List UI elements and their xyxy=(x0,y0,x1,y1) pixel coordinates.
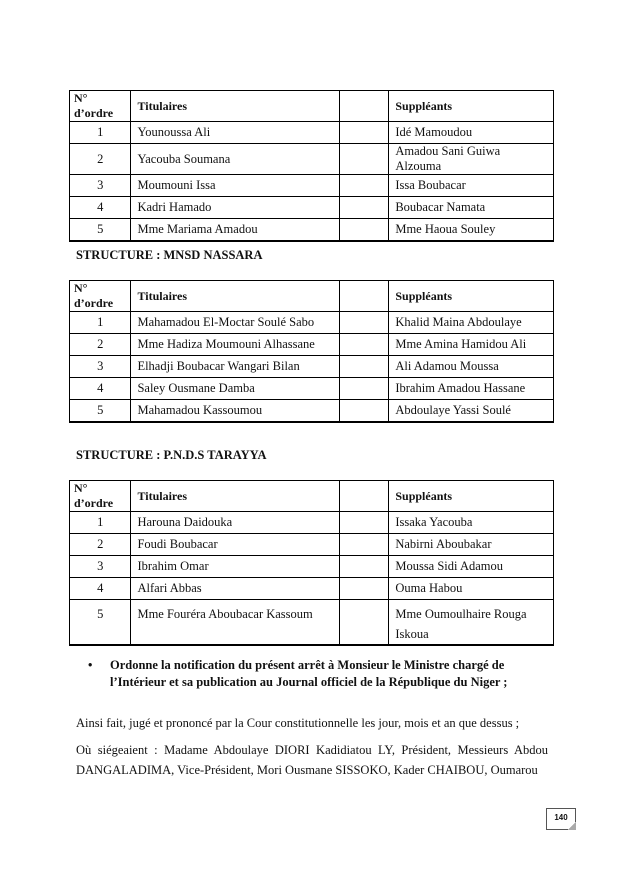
row-number: 4 xyxy=(70,578,131,600)
titulaires-table-2 xyxy=(69,280,554,423)
titulaire-name: Kadri Hamado xyxy=(131,197,340,219)
bullet-dot-icon: • xyxy=(88,658,93,672)
titulaire-name: Harouna Daidouka xyxy=(131,512,340,534)
bullet-ordonne xyxy=(88,657,548,691)
suppleant-name: Amadou Sani Guiwa Alzouma xyxy=(389,144,554,175)
blank-cell xyxy=(339,312,388,334)
table-row xyxy=(70,197,554,219)
suppleant-name: Mme Amina Hamidou Ali xyxy=(389,334,554,356)
header-titulaires: Titulaires xyxy=(131,281,340,312)
blank-cell xyxy=(339,122,388,144)
header-order: N° d’ordre xyxy=(70,281,131,312)
blank-cell xyxy=(339,600,388,646)
suppleant-name: Ouma Habou xyxy=(389,578,554,600)
suppleant-name: Ali Adamou Moussa xyxy=(389,356,554,378)
titulaire-name: Mme Hadiza Moumouni Alhassane xyxy=(131,334,340,356)
row-number: 5 xyxy=(70,400,131,423)
row-number: 5 xyxy=(70,219,131,242)
suppleant-name: Issa Boubacar xyxy=(389,175,554,197)
suppleant-name: Mme Oumoulhaire Rouga Iskoua xyxy=(389,600,554,646)
titulaires-table-1 xyxy=(69,90,554,242)
structure-heading-mnsd: STRUCTURE : MNSD NASSARA xyxy=(76,248,263,262)
blank-cell xyxy=(339,334,388,356)
suppleant-name: Issaka Yacouba xyxy=(389,512,554,534)
table-row xyxy=(70,400,554,423)
blank-cell xyxy=(339,175,388,197)
table-row xyxy=(70,600,554,646)
suppleant-name: Mme Haoua Souley xyxy=(389,219,554,242)
suppleant-name: Moussa Sidi Adamou xyxy=(389,556,554,578)
suppleant-name: Khalid Maina Abdoulaye xyxy=(389,312,554,334)
row-number: 3 xyxy=(70,356,131,378)
blank-cell xyxy=(339,197,388,219)
titulaire-name: Mahamadou Kassoumou xyxy=(131,400,340,423)
table-row xyxy=(70,312,554,334)
table-row xyxy=(70,144,554,175)
blank-cell xyxy=(339,219,388,242)
blank-cell xyxy=(339,556,388,578)
header-blank xyxy=(339,481,388,512)
row-number: 1 xyxy=(70,312,131,334)
row-number: 2 xyxy=(70,534,131,556)
titulaire-name: Mahamadou El-Moctar Soulé Sabo xyxy=(131,312,340,334)
suppleant-name: Boubacar Namata xyxy=(389,197,554,219)
header-suppleants: Suppléants xyxy=(389,481,554,512)
table-row xyxy=(70,512,554,534)
header-order: N° d’ordre xyxy=(70,481,131,512)
titulaire-name: Mme Fouréra Aboubacar Kassoum xyxy=(131,600,340,646)
blank-cell xyxy=(339,356,388,378)
titulaire-name: Younoussa Ali xyxy=(131,122,340,144)
blank-cell xyxy=(339,512,388,534)
titulaire-name: Moumouni Issa xyxy=(131,175,340,197)
row-number: 4 xyxy=(70,378,131,400)
blank-cell xyxy=(339,378,388,400)
header-titulaires: Titulaires xyxy=(131,481,340,512)
row-number: 2 xyxy=(70,334,131,356)
titulaire-name: Yacouba Soumana xyxy=(131,144,340,175)
titulaire-name: Mme Mariama Amadou xyxy=(131,219,340,242)
header-titulaires: Titulaires xyxy=(131,91,340,122)
bullet-line-2: l’Intérieur et sa publication au Journal officiel de la République du Niger ; xyxy=(110,675,508,689)
row-number: 3 xyxy=(70,175,131,197)
page-number: 140 xyxy=(546,808,576,830)
titulaire-name: Ibrahim Omar xyxy=(131,556,340,578)
table-header-row xyxy=(70,481,554,512)
paragraph-ou-siegeaient: Où siégeaient : Madame Abdoulaye DIORI Kadidiatou LY, Président, Messieurs Abdou DANGALADIMA, Vice-Président, Mori Ousmane SISSOKO, Kader CHAIBOU, Oumarou xyxy=(76,743,548,777)
row-number: 4 xyxy=(70,197,131,219)
table-header-row xyxy=(70,91,554,122)
table-header-row xyxy=(70,281,554,312)
table-row xyxy=(70,534,554,556)
row-number: 1 xyxy=(70,512,131,534)
paragraph-ainsi-fait: Ainsi fait, jugé et prononcé par la Cour constitutionnelle les jour, mois et an que dessus ; xyxy=(76,716,520,730)
suppleant-name: Nabirni Aboubakar xyxy=(389,534,554,556)
titulaire-name: Alfari Abbas xyxy=(131,578,340,600)
table-row xyxy=(70,556,554,578)
table-row xyxy=(70,175,554,197)
row-number: 3 xyxy=(70,556,131,578)
blank-cell xyxy=(339,144,388,175)
titulaire-name: Saley Ousmane Damba xyxy=(131,378,340,400)
titulaires-table-3 xyxy=(69,480,554,646)
header-blank xyxy=(339,281,388,312)
row-number: 5 xyxy=(70,600,131,646)
table-row xyxy=(70,334,554,356)
row-number: 2 xyxy=(70,144,131,175)
structure-heading-pnds: STRUCTURE : P.N.D.S TARAYYA xyxy=(76,448,267,462)
table-row xyxy=(70,122,554,144)
blank-cell xyxy=(339,534,388,556)
header-suppleants: Suppléants xyxy=(389,281,554,312)
table-row xyxy=(70,356,554,378)
blank-cell xyxy=(339,400,388,423)
table-row xyxy=(70,219,554,242)
suppleant-name: Idé Mamoudou xyxy=(389,122,554,144)
bullet-line-1: Ordonne la notification du présent arrêt à Monsieur le Ministre chargé de xyxy=(110,658,505,672)
suppleant-name: Ibrahim Amadou Hassane xyxy=(389,378,554,400)
header-order: N° d’ordre xyxy=(70,91,131,122)
table-row xyxy=(70,578,554,600)
titulaire-name: Foudi Boubacar xyxy=(131,534,340,556)
header-suppleants: Suppléants xyxy=(389,91,554,122)
table-row xyxy=(70,378,554,400)
titulaire-name: Elhadji Boubacar Wangari Bilan xyxy=(131,356,340,378)
suppleant-name: Abdoulaye Yassi Soulé xyxy=(389,400,554,423)
blank-cell xyxy=(339,578,388,600)
row-number: 1 xyxy=(70,122,131,144)
header-blank xyxy=(339,91,388,122)
